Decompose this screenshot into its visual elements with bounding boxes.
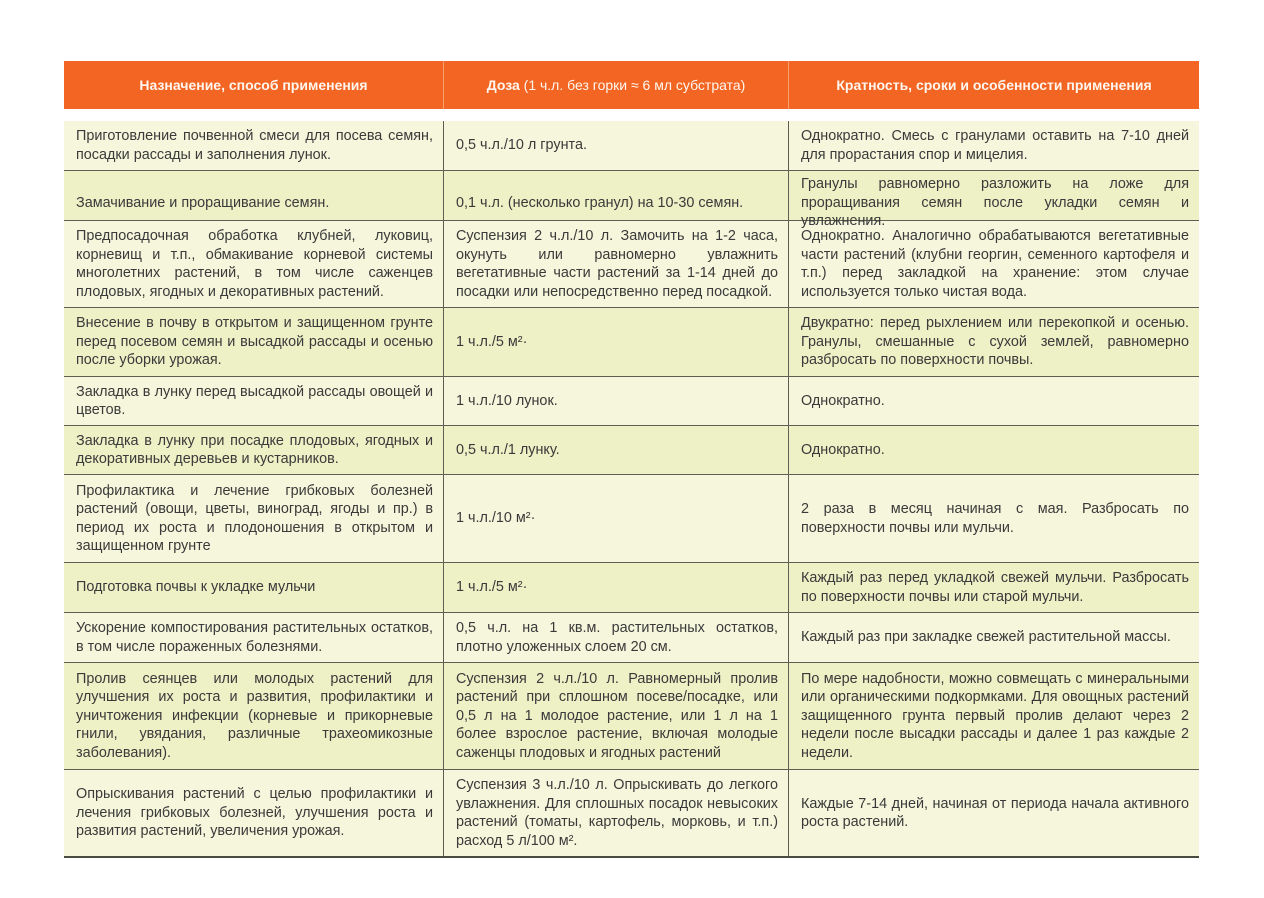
table-body (64, 121, 1199, 858)
table-row (64, 474, 1199, 562)
table-row (64, 612, 1199, 662)
header-frequency (788, 61, 1199, 109)
table-row (64, 220, 1199, 307)
cell-purpose: Пролив сеянцев или молодых растений для улучшения их роста и развития, профилактики и уничтожения инфекции (корневые и прикорневые гнили, увядания, различные трахеомикозные заболевания). (76, 670, 433, 761)
cell-dose: 1 ч.л./10 м²· (443, 475, 788, 562)
table-row (64, 170, 1199, 229)
cell-dose: 0,5 ч.л./10 л грунта. (443, 121, 788, 170)
header-purpose-label: Назначение, способ применения (139, 77, 368, 93)
cell-frequency: Двукратно: перед рыхлением или перекопкой и осенью. Гранулы, смешанные с сухой землей, равномерно разбросать по поверхности почвы. (788, 308, 1199, 376)
cell-dose: 0,5 ч.л. на 1 кв.м. растительных остатков, плотно уложенных слоем 20 см. (443, 613, 788, 662)
cell-dose: 1 ч.л./10 лунок. (443, 377, 788, 425)
cell-purpose: Профилактика и лечение грибковых болезней растений (овощи, цветы, виноград, ягоды и пр.) в период их роста и плодоношения в открытом и защищенном грунте (76, 482, 433, 554)
table-row (64, 662, 1199, 769)
header-gap (64, 109, 1199, 121)
cell-purpose: Подготовка почвы к укладке мульчи (76, 579, 316, 596)
application-table (64, 61, 1199, 858)
cell-frequency: Однократно. (788, 377, 1199, 425)
table-row (64, 425, 1199, 474)
cell-purpose: Опрыскивания растений с целью профилактики и лечения грибковых болезней, улучшения роста и развития растений, увеличения урожая. (76, 786, 433, 840)
cell-frequency: Однократно. (788, 426, 1199, 474)
cell-frequency: Однократно. Аналогично обрабатываются вегетативные части растений (клубни георгин, семенного картофеля и т.п.) перед закладкой на хранение: этом случае используется только чистая вода. (788, 221, 1199, 307)
table-row (64, 307, 1199, 376)
cell-purpose: Предпосадочная обработка клубней, луковиц, корневищ и т.п., обмакивание корневой системы многолетних растений, в том числе саженцев плодовых, ягодных и декоративных растений. (76, 228, 433, 300)
table-row (64, 376, 1199, 425)
cell-purpose: Закладка в лунку перед высадкой рассады овощей и цветов. (76, 383, 433, 418)
cell-frequency: Каждый раз перед укладкой свежей мульчи. Разбросать по поверхности почвы или старой мульчи. (788, 563, 1199, 612)
cell-purpose: Приготовление почвенной смеси для посева семян, посадки рассады и заполнения лунок. (76, 128, 433, 163)
cell-purpose: Закладка в лунку при посадке плодовых, ягодных и декоративных деревьев и кустарников. (76, 432, 433, 467)
cell-purpose: Замачивание и проращивание семян. (76, 194, 330, 211)
cell-frequency: Каждый раз при закладке свежей растительной массы. (788, 613, 1199, 662)
cell-dose: 0,1 ч.л. (несколько гранул) на 10-30 семян. (443, 171, 788, 235)
header-frequency-label: Кратность, сроки и особенности применения (836, 77, 1152, 93)
header-dose (443, 61, 788, 109)
header-dose-note: (1 ч.л. без горки ≈ 6 мл субстрата) (519, 77, 746, 93)
table-header (64, 61, 1199, 109)
cell-frequency: По мере надобности, можно совмещать с минеральными или органическими подкормками. Для овощных растений защищенного грунта первый пролив делают через 2 недели после высадки рассады и далее 1 раз каждые 2 недели. (788, 663, 1199, 769)
cell-dose: 0,5 ч.л./1 лунку. (443, 426, 788, 474)
table-row (64, 562, 1199, 612)
cell-frequency: 2 раза в месяц начиная с мая. Разбросать по поверхности почвы или мульчи. (788, 475, 1199, 562)
header-purpose (64, 61, 443, 109)
cell-dose: 1 ч.л./5 м²· (443, 308, 788, 376)
cell-frequency: Однократно. Смесь с гранулами оставить на 7-10 дней для прорастания спор и мицелия. (788, 121, 1199, 170)
cell-frequency: Гранулы равномерно разложить на ложе для проращивания семян после укладки семян и увлажнения. (788, 171, 1199, 235)
header-dose-bold: Доза (486, 77, 520, 93)
cell-purpose: Внесение в почву в открытом и защищенном грунте перед посевом семян и высадкой рассады и осенью после уборки урожая. (76, 315, 433, 369)
cell-dose: Суспензия 2 ч.л./10 л. Замочить на 1-2 часа, окунуть или равномерно увлажнить вегетативные части растений за 1-14 дней до посадки или непосредственно перед посадкой. (443, 221, 788, 307)
cell-dose: Суспензия 2 ч.л./10 л. Равномерный пролив растений при сплошном посеве/посадке, или 0,5 л на 1 молодое растение, или 1 л на 1 более взрослое растение, включая молодые саженцы плодовых и ягодных растений (443, 663, 788, 769)
table-row (64, 769, 1199, 856)
cell-dose: 1 ч.л./5 м²· (443, 563, 788, 612)
table-row (64, 121, 1199, 170)
cell-frequency: Каждые 7-14 дней, начиная от периода начала активного роста растений. (788, 770, 1199, 856)
cell-dose: Суспензия 3 ч.л./10 л. Опрыскивать до легкого увлажнения. Для сплошных посадок невысоких растений (томаты, картофель, морковь, и т.п.) расход 5 л/100 м². (443, 770, 788, 856)
cell-purpose: Ускорение компостирования растительных остатков, в том числе пораженных болезнями. (76, 620, 433, 655)
